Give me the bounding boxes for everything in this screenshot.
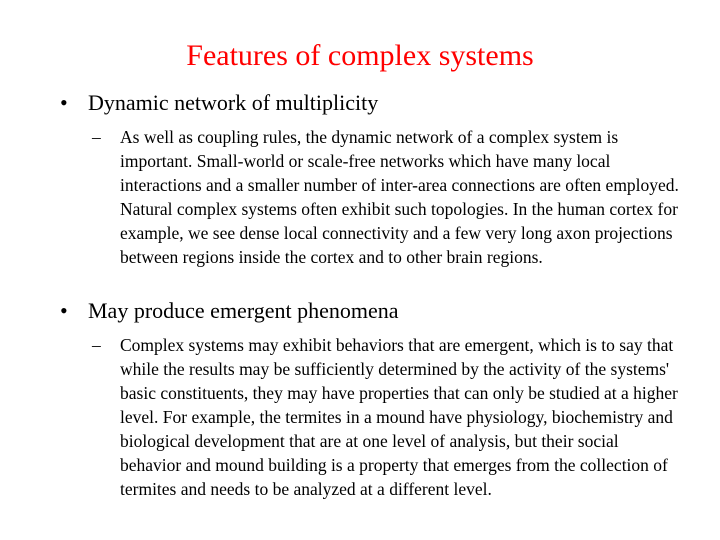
bullet-item-network (60, 88, 690, 118)
sub-bullet-text: Complex systems may exhibit behaviors that are emergent, which is to say that while the results may be sufficiently determined by the activity of the systems' basic constituents, they may have properties that can only be studied at a higher level. For example, the termites in a mound have physiology, biochemistry and biological development that are at one level of analysis, but their social behavior and mound building is a property that emerges from the collection of termites and needs to be analyzed at a different level. (120, 335, 678, 499)
slide-title: Features of complex systems (186, 39, 534, 72)
dash-icon: – (92, 335, 101, 355)
bullet-item-emergent (60, 296, 690, 326)
bullet-section-emergent (60, 296, 690, 501)
bullet-dot-icon: • (60, 298, 68, 323)
sub-bullet-text: As well as coupling rules, the dynamic network of a complex system is important. Small-world or scale-free networks which have many local interactions and a smaller number of inter-area connections are often employed. Natural complex systems often exhibit such topologies. In the human cortex for example, we see dense local connectivity and a few very long axon projections between regions inside the cortex and to other brain regions. (120, 127, 679, 267)
sub-bullet-emergent (92, 333, 680, 501)
bullet-dot-icon: • (60, 90, 68, 115)
bullet-section-network (60, 88, 690, 269)
bullet-text: Dynamic network of multiplicity (88, 90, 379, 115)
sub-bullet-network (92, 125, 680, 269)
bullet-text: May produce emergent phenomena (88, 298, 399, 323)
dash-icon: – (92, 127, 101, 147)
